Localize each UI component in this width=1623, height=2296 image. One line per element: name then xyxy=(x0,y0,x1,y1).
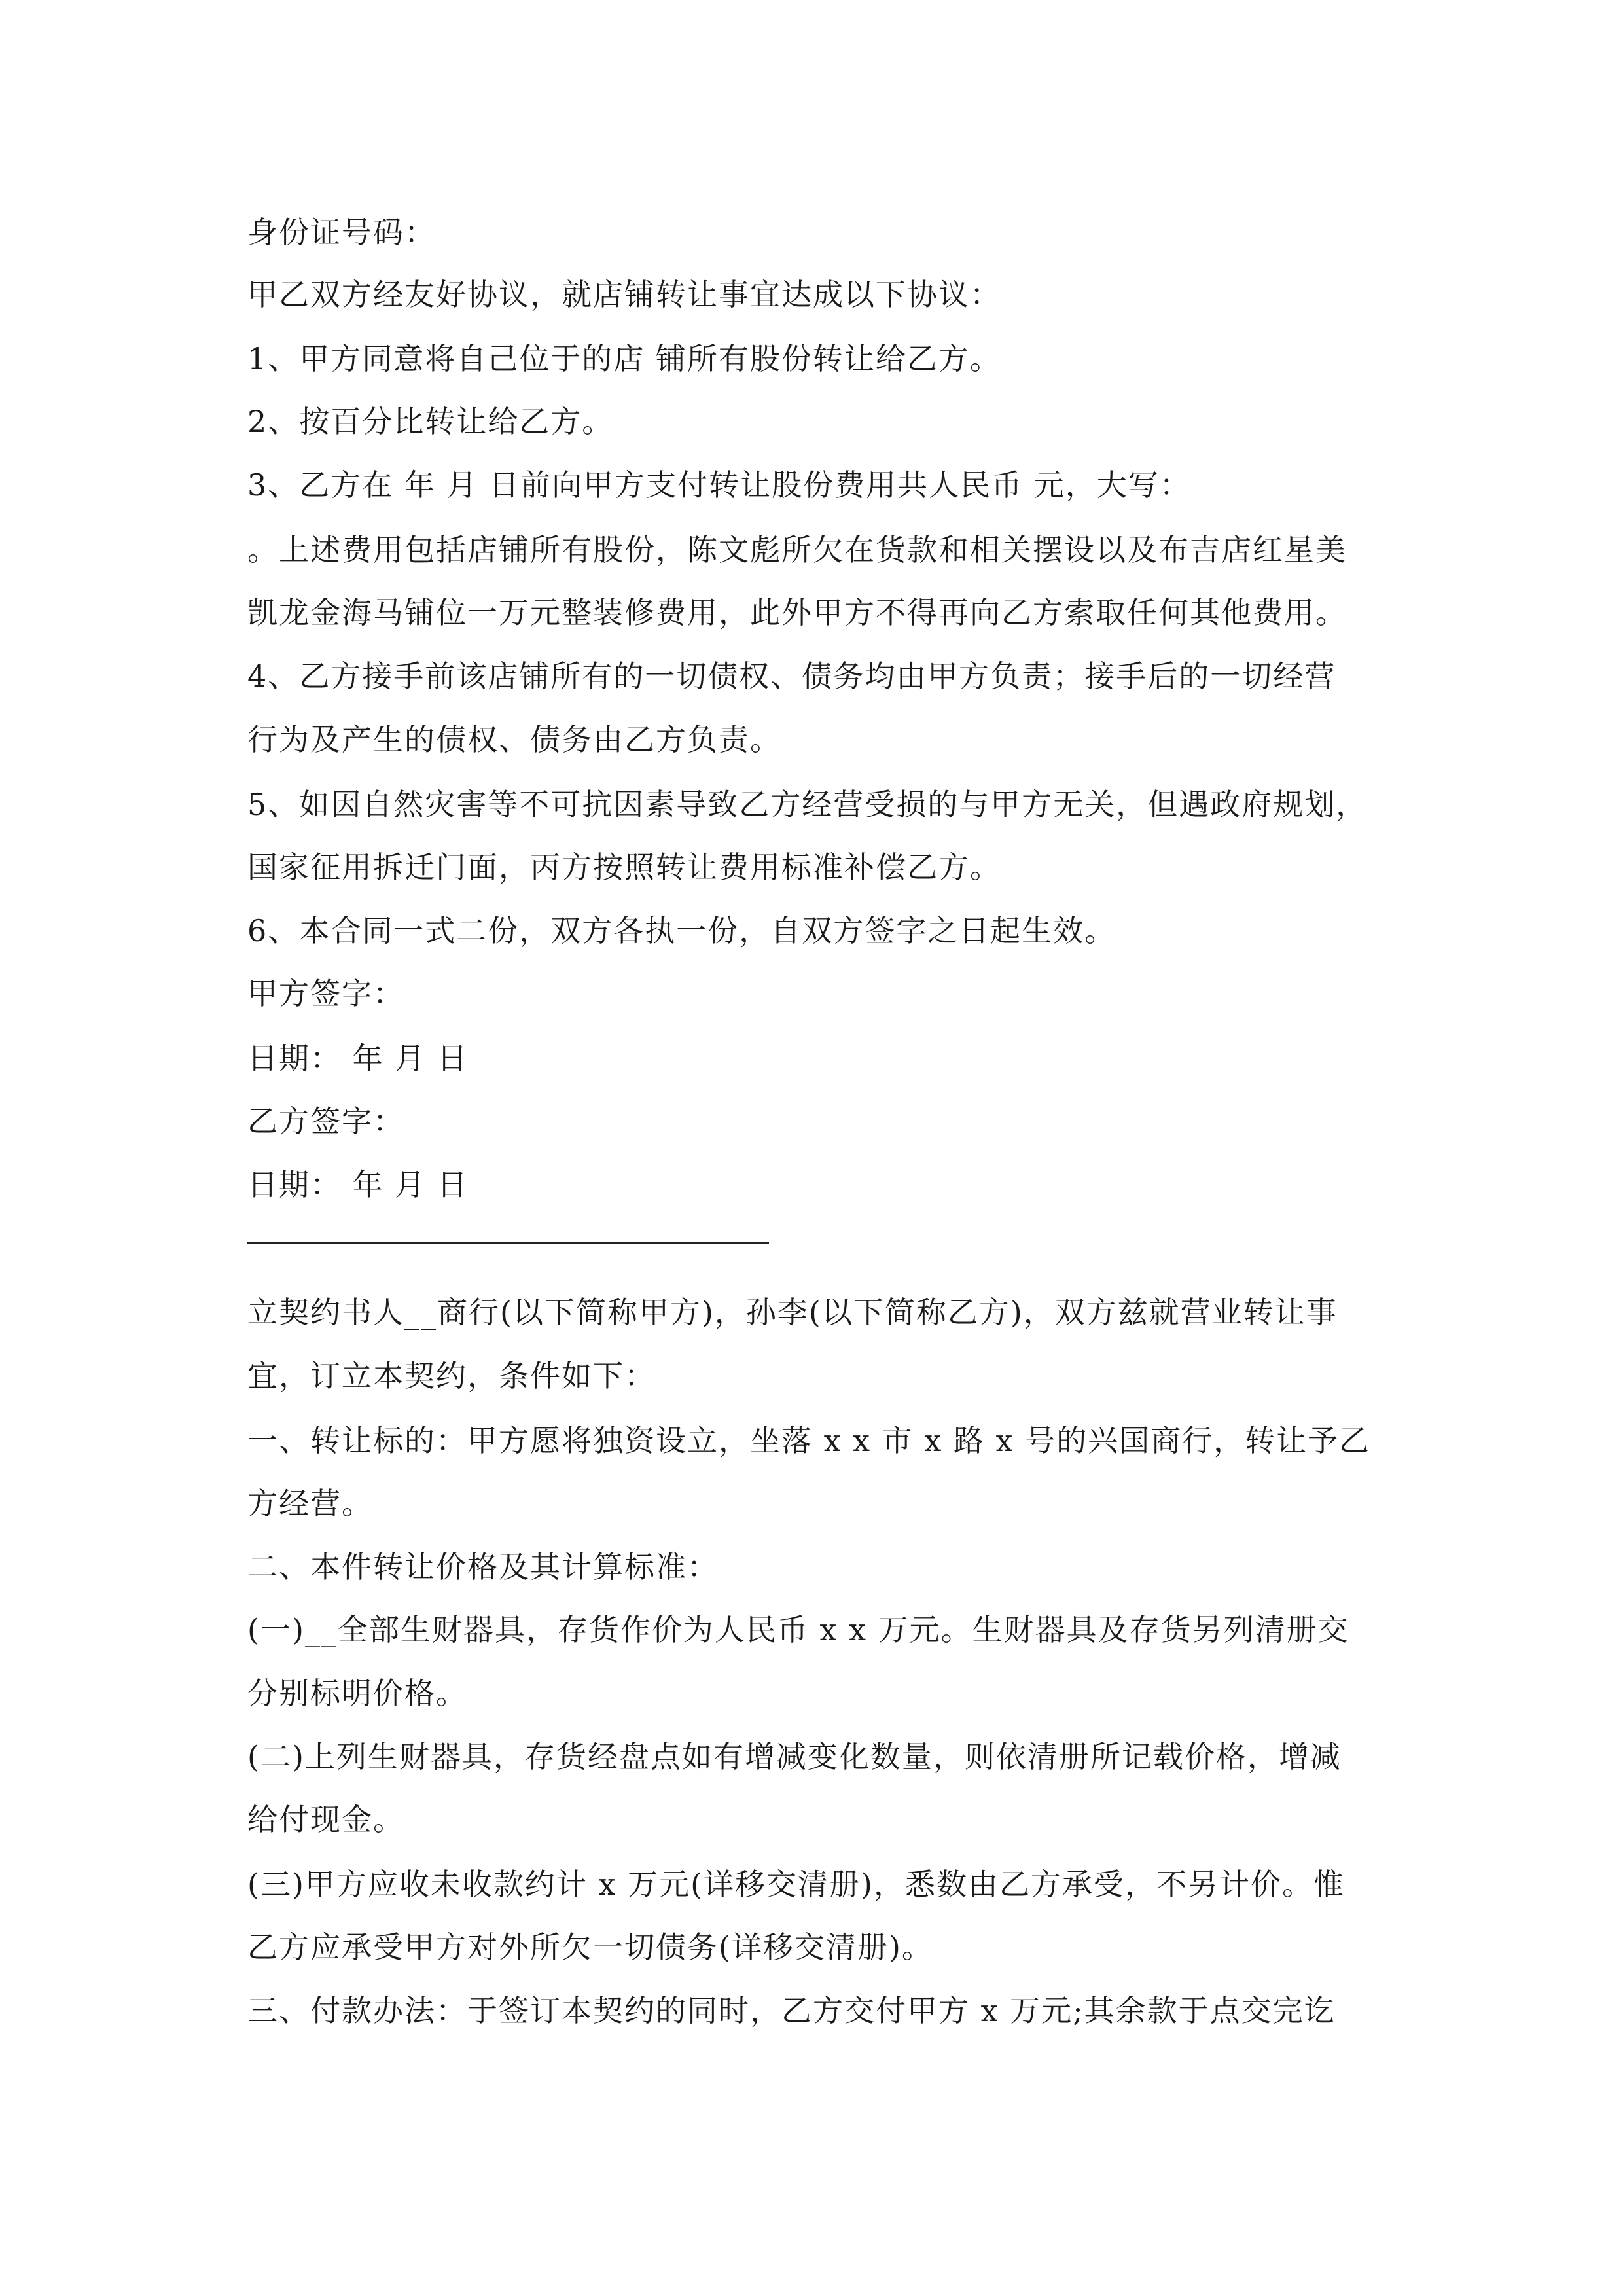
contract-intro: 立契约书人__商行(以下简称甲方)，孙李(以下简称乙方)，双方兹就营业转让事 xyxy=(247,1295,1338,1330)
party-b-signature-label: 乙方签字： xyxy=(247,1103,404,1139)
clause-1: 1、甲方同意将自己位于的店 铺所有股份转让给乙方。 xyxy=(247,341,1001,376)
article-2-item-2-continued: 给付现金。 xyxy=(247,1802,404,1837)
article-3: 三、付款办法：于签订本契约的同时，乙方交付甲方 x 万元;其余款于点交完讫 xyxy=(247,1993,1336,2028)
article-2-item-1-continued: 分别标明价格。 xyxy=(247,1676,467,1711)
clause-4-continued: 行为及产生的债权、债务由乙方负责。 xyxy=(247,722,781,757)
article-2: 二、本件转让价格及其计算标准： xyxy=(247,1549,719,1585)
party-b-date-label: 日期： 年 月 日 xyxy=(247,1167,469,1202)
clause-4: 4、乙方接手前该店铺所有的一切债权、债务均由甲方负责；接手后的一切经营 xyxy=(247,658,1336,694)
clause-6: 6、本合同一式二份，双方各执一份，自双方签字之日起生效。 xyxy=(247,913,1116,948)
clause-5: 5、如因自然灾害等不可抗因素导致乙方经营受损的与甲方无关，但遇政府规划， xyxy=(247,787,1368,822)
article-2-item-1: (一)__全部生财器具，存货作价为人民币 x x 万元。生财器具及存货另列清册交 xyxy=(247,1612,1349,1647)
section-divider xyxy=(247,1242,769,1244)
id-number-label: 身份证号码： xyxy=(247,215,436,250)
party-a-date-label: 日期： 年 月 日 xyxy=(247,1041,469,1076)
article-2-item-3-continued: 乙方应承受甲方对外所欠一切债务(详移交清册)。 xyxy=(247,1929,933,1965)
article-1-continued: 方经营。 xyxy=(247,1486,373,1521)
contract-intro-continued: 宜，订立本契约，条件如下： xyxy=(247,1358,656,1393)
clause-3-continued: 。上述费用包括店铺所有股份，陈文彪所欠在货款和相关摆设以及布吉店红星美 xyxy=(247,532,1347,567)
party-a-signature-label: 甲方签字： xyxy=(247,976,404,1011)
clause-5-continued: 国家征用拆迁门面，丙方按照转让费用标准补偿乙方。 xyxy=(247,850,1001,885)
clause-3-continued: 凯龙金海马铺位一万元整装修费用，此外甲方不得再向乙方索取任何其他费用。 xyxy=(247,595,1347,630)
clause-2: 2、按百分比转让给乙方。 xyxy=(247,404,614,439)
article-2-item-2: (二)上列生财器具，存货经盘点如有增减变化数量，则依清册所记载价格，增减 xyxy=(247,1739,1342,1774)
clause-3: 3、乙方在 年 月 日前向甲方支付转让股份费用共人民币 元，大写： xyxy=(247,467,1191,503)
article-2-item-3: (三)甲方应收未收款约计 x 万元(详移交清册)，悉数由乙方承受，不另计价。惟 xyxy=(247,1867,1345,1902)
article-1: 一、转让标的：甲方愿将独资设立，坐落 x x 市 x 路 x 号的兴国商行，转让予乙 xyxy=(247,1423,1371,1458)
agreement-intro: 甲乙双方经友好协议，就店铺转让事宜达成以下协议： xyxy=(247,277,1001,312)
